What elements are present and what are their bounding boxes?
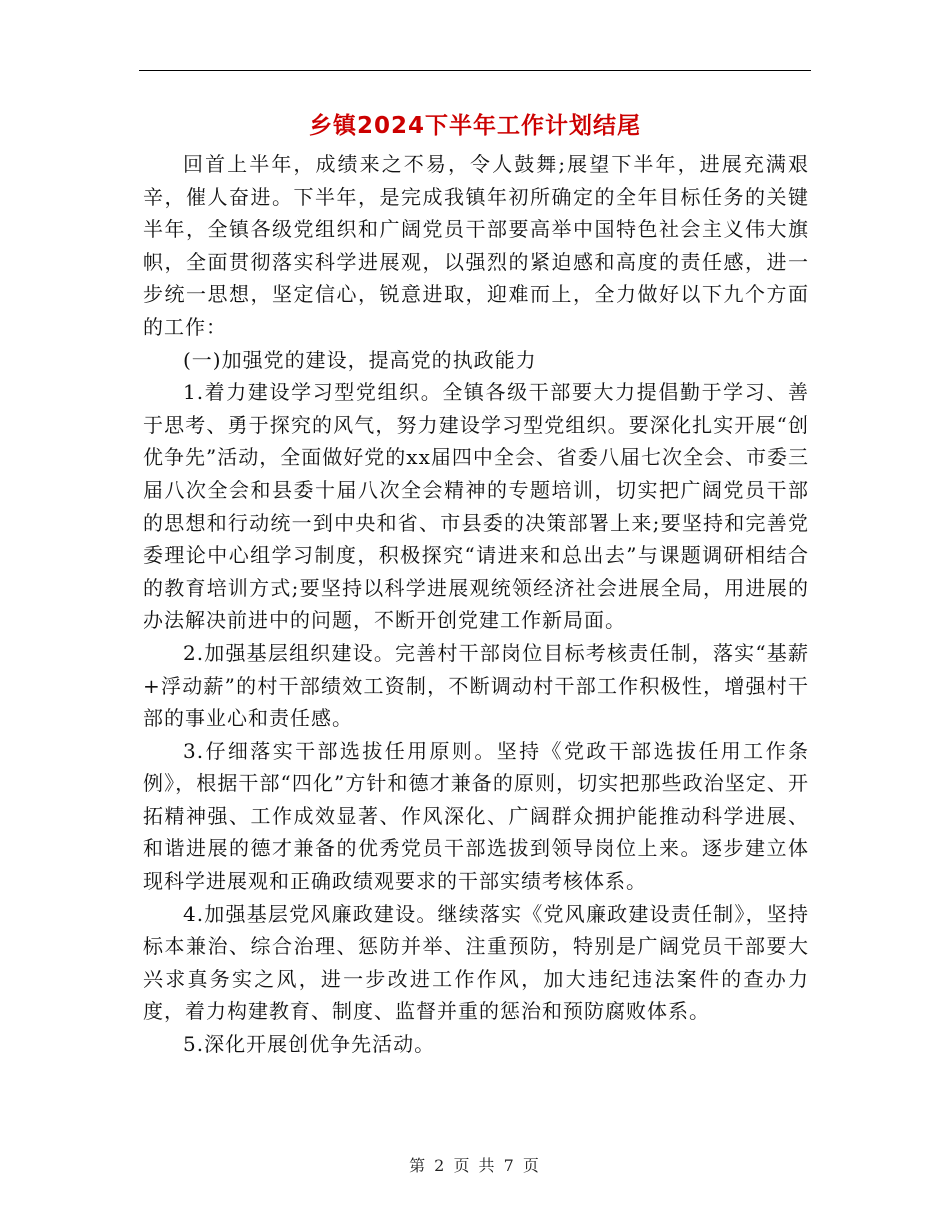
page-number-footer: 第 2 页 共 7 页 bbox=[409, 1156, 541, 1175]
paragraph-item-4: 4.加强基层党风廉政建设。继续落实《党风廉政建设责任制》，坚持标本兼治、综合治理、惩防并举、注重预防，特别是广阔党员干部要大兴求真务实之风，进一步改进工作作风，加大违纪违法案件的查办力度，着力构建教育、制度、监督并重的惩治和预防腐败体系。 bbox=[143, 901, 809, 1024]
document-body bbox=[143, 148, 809, 1061]
paragraph-item-5: 5.深化开展创优争先活动。 bbox=[183, 1032, 436, 1057]
paragraph-item-3: 3.仔细落实干部选拔任用原则。坚持《党政干部选拔任用工作条例》，根据干部“四化”方针和德才兼备的原则，切实把那些政治坚定、开拓精神强、工作成效显著、作风深化、广阔群众拥护能推动科学进展、和谐进展的德才兼备的优秀党员干部选拔到领导岗位上来。逐步建立体现科学进展观和正确政绩观要求的干部实绩考核体系。 bbox=[143, 738, 809, 894]
section-heading: (一)加强党的建设，提高党的执政能力 bbox=[183, 347, 537, 372]
header-rule bbox=[139, 70, 811, 71]
document-title: 乡镇2024下半年工作计划结尾 bbox=[308, 113, 641, 139]
paragraph-item-2: 2.加强基层组织建设。完善村干部岗位目标考核责任制，落实“基薪+浮动薪”的村干部绩效工资制，不断调动村干部工作积极性，增强村干部的事业心和责任感。 bbox=[143, 640, 809, 731]
intro-paragraph: 回首上半年，成绩来之不易，令人鼓舞;展望下半年，进展充满艰辛，催人奋进。下半年，是完成我镇年初所确定的全年目标任务的关键半年，全镇各级党组织和广阔党员干部要高举中国特色社会主义伟大旗帜，全面贯彻落实科学进展观，以强烈的紧迫感和高度的责任感，进一步统一思想，坚定信心，锐意进取，迎难而上，全力做好以下九个方面的工作： bbox=[143, 152, 809, 339]
paragraph-item-1: 1.着力建设学习型党组织。全镇各级干部要大力提倡勤于学习、善于思考、勇于探究的风气，努力建设学习型党组织。要深化扎实开展“创优争先”活动，全面做好党的xx届四中全会、省委八届七次全会、市委三届八次全会和县委十届八次全会精神的专题培训，切实把广阔党员干部的思想和行动统一到中央和省、市县委的决策部署上来;要坚持和完善党委理论中心组学习制度，积极探究“请进来和总出去”与课题调研相结合的教育培训方式;要坚持以科学进展观统领经济社会进展全局，用进展的办法解决前进中的问题，不断开创党建工作新局面。 bbox=[143, 380, 809, 633]
